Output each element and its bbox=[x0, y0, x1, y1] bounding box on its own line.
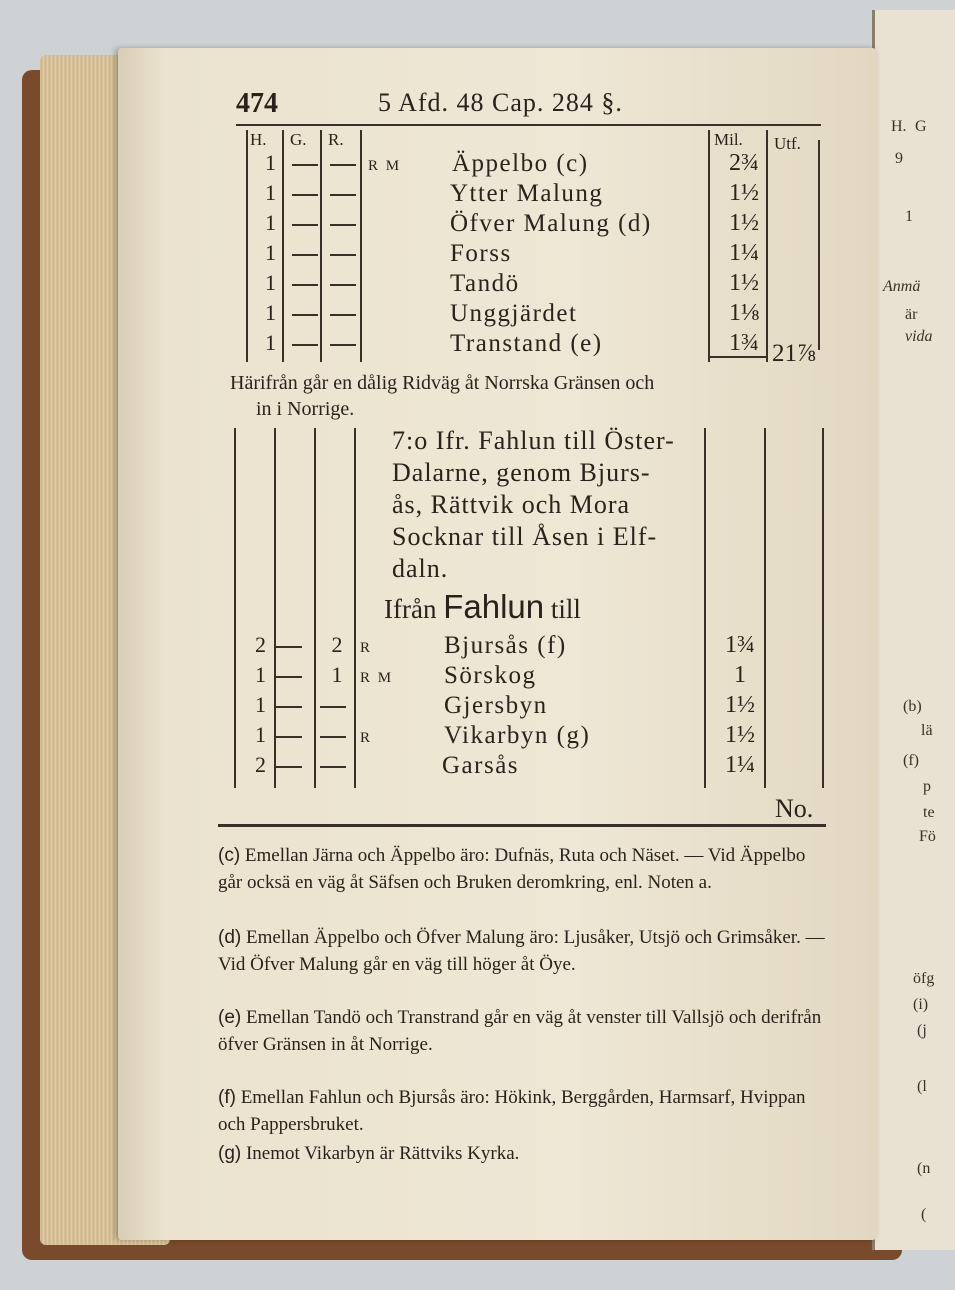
table-rule bbox=[818, 140, 820, 350]
ditto-mark bbox=[318, 752, 348, 778]
ditto-mark bbox=[318, 692, 348, 718]
ditto-mark bbox=[328, 150, 358, 176]
place-name: Transtand (e) bbox=[450, 330, 603, 357]
facing-fragment: te bbox=[923, 804, 935, 821]
facing-fragment: (n bbox=[917, 1160, 931, 1177]
ditto-mark bbox=[290, 330, 320, 356]
footnote-label: (d) bbox=[218, 927, 242, 948]
origin-to: till bbox=[550, 594, 581, 624]
place-name: Bjursås (f) bbox=[444, 632, 567, 659]
table-rule bbox=[354, 428, 356, 788]
section-line: daln. bbox=[392, 554, 449, 583]
footnote-text: Inemot Vikarbyn är Rättviks Kyrka. bbox=[245, 1143, 520, 1164]
table-rule bbox=[708, 130, 710, 362]
page-number: 474 bbox=[236, 88, 278, 119]
facing-fragment: (j bbox=[917, 1022, 927, 1039]
facing-fragment: Fö bbox=[919, 828, 936, 845]
header-rule bbox=[236, 124, 821, 126]
distance: 1½ bbox=[729, 210, 759, 236]
section-line: ås, Rättvik och Mora bbox=[392, 490, 631, 519]
footnote-text: Emellan Järna och Äppelbo äro: Dufnäs, Ruta och Näset. — Vid Äppelbo går ocksä en väg åt Säfsen och Bruken deromkring, enl. Noten a. bbox=[218, 845, 806, 893]
footnote-label: (c) bbox=[218, 845, 241, 866]
ditto-mark bbox=[328, 240, 358, 266]
place-name: Sörskog bbox=[444, 662, 537, 689]
distance: 1 bbox=[734, 662, 746, 688]
ditto-mark bbox=[328, 180, 358, 206]
section-line: Dalarne, genom Bjurs- bbox=[392, 458, 651, 487]
route-note: in i Norrige. bbox=[256, 398, 355, 420]
place-name: Vikarbyn (g) bbox=[444, 722, 591, 749]
section-line: 7:o Ifr. Fahlun till Öster- bbox=[392, 426, 675, 455]
horse-count: 1 bbox=[265, 180, 276, 205]
horse-count: 1 bbox=[255, 692, 266, 717]
place-name: Tandö bbox=[450, 270, 520, 297]
catchword: No. bbox=[775, 794, 814, 823]
facing-fragment: öfg bbox=[913, 970, 935, 987]
facing-fragment: (b) bbox=[903, 698, 922, 715]
chapter-heading: 5 Afd. 48 Cap. 284 §. bbox=[378, 88, 623, 117]
place-name: Forss bbox=[450, 240, 512, 267]
horse-count: 1 bbox=[265, 240, 276, 265]
table-rule bbox=[822, 428, 824, 788]
distance: 1½ bbox=[725, 722, 755, 748]
footnote bbox=[218, 1140, 833, 1167]
table-rule bbox=[314, 428, 316, 788]
facing-fragment: G bbox=[915, 118, 927, 135]
place-name: Gjersbyn bbox=[444, 692, 548, 719]
ditto-mark bbox=[328, 270, 358, 296]
distance: 2¾ bbox=[729, 150, 759, 176]
footnote-text: Emellan Äppelbo och Öfver Malung äro: Ljusåker, Utsjö och Grimsåker. — Vid Öfver Malung går en väg till höger åt Öye. bbox=[218, 927, 825, 975]
horse-count: 1 bbox=[265, 150, 276, 175]
relay-count: 1 bbox=[331, 662, 343, 687]
horse-count: 1 bbox=[265, 270, 276, 295]
place-name: Öfver Malung (d) bbox=[450, 210, 652, 237]
running-head bbox=[236, 84, 756, 124]
ditto-mark bbox=[290, 240, 320, 266]
origin-from: Ifrån bbox=[384, 594, 437, 624]
ditto-mark bbox=[274, 632, 304, 658]
footnote-rule bbox=[218, 824, 826, 827]
table-rule bbox=[320, 130, 322, 362]
col-header-r: R. bbox=[328, 130, 344, 149]
distance: 1½ bbox=[729, 180, 759, 206]
ditto-mark bbox=[274, 722, 304, 748]
ditto-mark bbox=[328, 330, 358, 356]
route-total: 21⅞ bbox=[772, 340, 816, 367]
place-name: Garsås bbox=[442, 752, 520, 779]
ditto-mark bbox=[328, 300, 358, 326]
ditto-mark bbox=[290, 210, 320, 236]
facing-fragment: (i) bbox=[913, 996, 929, 1013]
table-rule bbox=[766, 130, 768, 362]
horse-count: 1 bbox=[265, 330, 276, 355]
col-header-utf: Utf. bbox=[774, 134, 801, 153]
distance: 1⅛ bbox=[729, 300, 759, 326]
facing-fragment: 1 bbox=[905, 208, 913, 225]
place-name: Unggjärdet bbox=[450, 300, 578, 327]
horse-count: 2 bbox=[255, 752, 266, 777]
distance: 1¾ bbox=[725, 632, 755, 658]
horse-count: 1 bbox=[255, 662, 266, 687]
station-marker: R M bbox=[368, 158, 402, 174]
facing-fragment: Anmä bbox=[883, 278, 921, 295]
facing-fragment: vida bbox=[905, 328, 933, 345]
col-header-mil: Mil. bbox=[714, 130, 743, 149]
footnote-label: (f) bbox=[218, 1087, 236, 1108]
origin-town: Fahlun bbox=[443, 588, 545, 625]
route-note: Härifrån går en dålig Ridväg åt Norrska Gränsen och bbox=[230, 372, 655, 394]
footnote bbox=[218, 1084, 833, 1138]
footnote-text: Emellan Tandö och Transtrand går en väg åt venster till Vallsjö och derifrån öfver Gränsen in åt Norrige. bbox=[218, 1007, 822, 1055]
facing-fragment: (l bbox=[917, 1078, 927, 1095]
facing-fragment: (f) bbox=[903, 752, 919, 769]
place-name: Ytter Malung bbox=[450, 180, 604, 207]
section-heading bbox=[392, 425, 722, 585]
col-header-h: H. bbox=[250, 130, 267, 149]
ditto-mark bbox=[290, 270, 320, 296]
footnote bbox=[218, 842, 833, 896]
horse-count: 2 bbox=[255, 632, 266, 657]
footnote-label: (g) bbox=[218, 1143, 242, 1164]
station-marker: R bbox=[360, 640, 373, 656]
facing-fragment: ( bbox=[921, 1206, 927, 1223]
station-marker: R M bbox=[360, 670, 394, 686]
place-name: Äppelbo (c) bbox=[452, 150, 589, 177]
horse-count: 1 bbox=[255, 722, 266, 747]
horse-count: 1 bbox=[265, 300, 276, 325]
footnote-text: Emellan Fahlun och Bjursås äro: Hökink, Berggården, Harmsarf, Hvippan och Pappersbruket. bbox=[218, 1087, 806, 1135]
ditto-mark bbox=[290, 180, 320, 206]
col-header-g: G. bbox=[290, 130, 307, 149]
facing-fragment: lä bbox=[921, 722, 933, 739]
table-rule bbox=[282, 130, 284, 362]
distance: 1½ bbox=[725, 692, 755, 718]
section-line: Socknar till Åsen i Elf- bbox=[392, 522, 658, 551]
ditto-mark bbox=[274, 662, 304, 688]
distance: 1½ bbox=[729, 270, 759, 296]
horse-count: 1 bbox=[265, 210, 276, 235]
ditto-mark bbox=[290, 300, 320, 326]
footnote bbox=[218, 924, 833, 978]
ditto-mark bbox=[274, 692, 304, 718]
ditto-mark bbox=[290, 150, 320, 176]
distance: 1¼ bbox=[725, 752, 755, 778]
facing-page bbox=[872, 10, 955, 1250]
facing-fragment: H. bbox=[891, 118, 907, 135]
ditto-mark bbox=[328, 210, 358, 236]
distance: 1¾ bbox=[729, 330, 759, 356]
footnote-label: (e) bbox=[218, 1007, 242, 1028]
relay-count: 2 bbox=[331, 632, 343, 657]
route-origin bbox=[384, 588, 581, 626]
facing-fragment: 9 bbox=[895, 150, 903, 167]
footnote bbox=[218, 1004, 833, 1058]
table-rule bbox=[764, 428, 766, 788]
station-marker: R bbox=[360, 730, 373, 746]
table-rule bbox=[360, 130, 362, 362]
facing-fragment: är bbox=[905, 306, 918, 323]
ditto-mark bbox=[318, 722, 348, 748]
facing-fragment: p bbox=[923, 778, 931, 795]
distance: 1¼ bbox=[729, 240, 759, 266]
ditto-mark bbox=[274, 752, 304, 778]
